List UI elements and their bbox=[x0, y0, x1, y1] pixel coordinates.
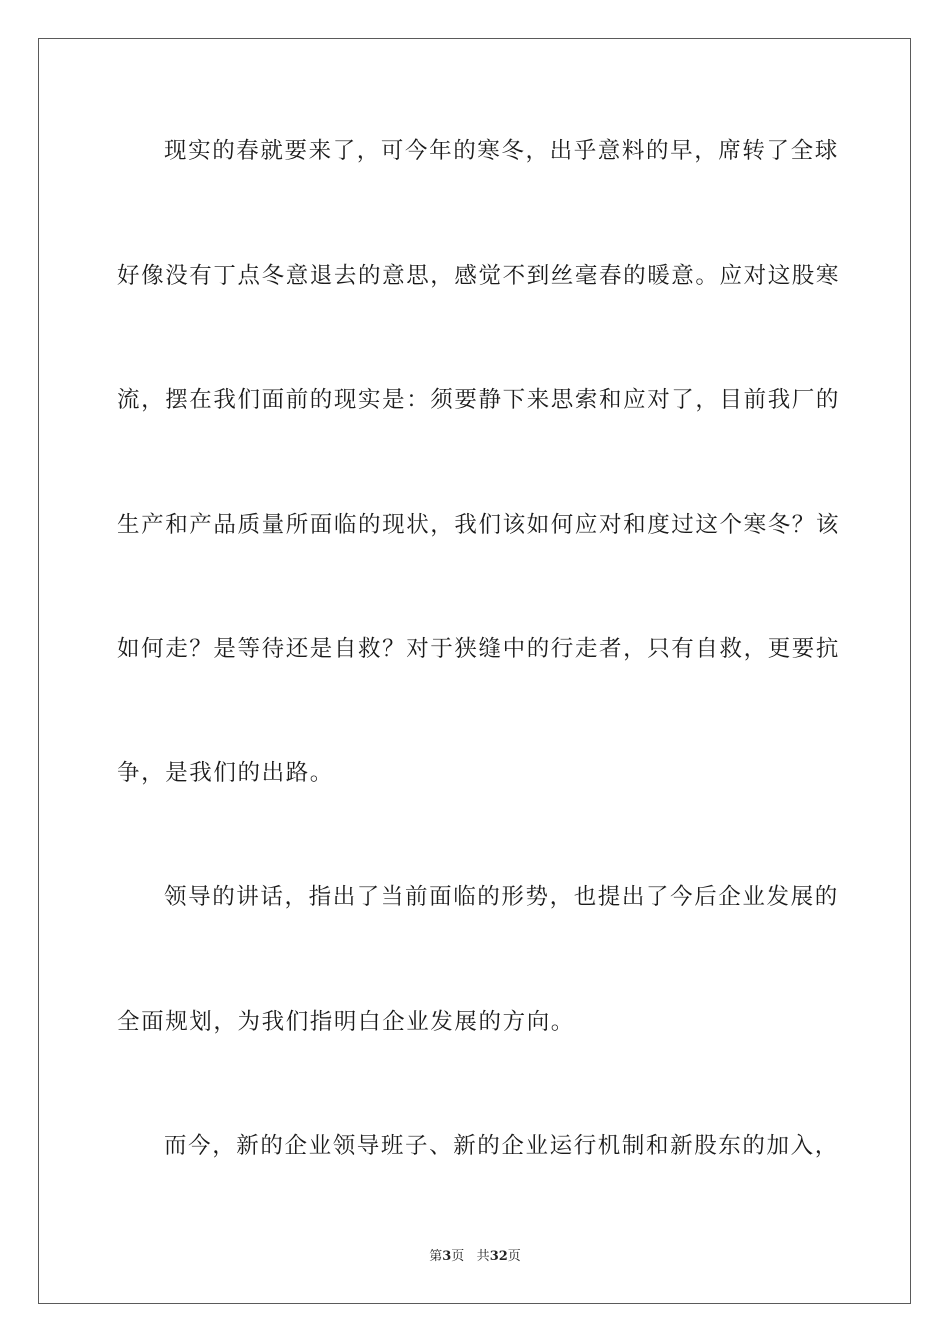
page-label-prefix: 第 bbox=[429, 1249, 443, 1264]
paragraph-line: 生产和产品质量所面临的现状，我们该如何应对和度过这个寒冬？该 bbox=[117, 512, 841, 538]
paragraph-line: 全面规划，为我们指明白企业发展的方向。 bbox=[117, 1009, 575, 1035]
paragraph-line: 争，是我们的出路。 bbox=[117, 760, 334, 786]
total-label-suffix: 页 bbox=[507, 1249, 521, 1264]
page-number: 3 bbox=[442, 1249, 452, 1264]
total-pages: 32 bbox=[489, 1249, 508, 1264]
paragraph-line: 好像没有丁点冬意退去的意思，感觉不到丝毫春的暖意。应对这股寒 bbox=[117, 263, 841, 289]
paragraph-line: 而今，新的企业领导班子、新的企业运行机制和新股东的加入， bbox=[164, 1133, 839, 1159]
page-footer bbox=[0, 1248, 950, 1266]
page-label-suffix: 页 bbox=[451, 1249, 465, 1264]
paragraph-line: 流，摆在我们面前的现实是：须要静下来思索和应对了，目前我厂的 bbox=[117, 387, 841, 413]
page-border bbox=[38, 38, 911, 1304]
paragraph-line: 现实的春就要来了，可今年的寒冬，出乎意料的早，席转了全球 bbox=[164, 138, 839, 164]
paragraph-line: 领导的讲话，指出了当前面临的形势，也提出了今后企业发展的 bbox=[164, 884, 839, 910]
paragraph-line: 如何走？是等待还是自救？对于狭缝中的行走者，只有自救，更要抗 bbox=[117, 636, 841, 662]
total-label-prefix: 共 bbox=[476, 1249, 490, 1264]
